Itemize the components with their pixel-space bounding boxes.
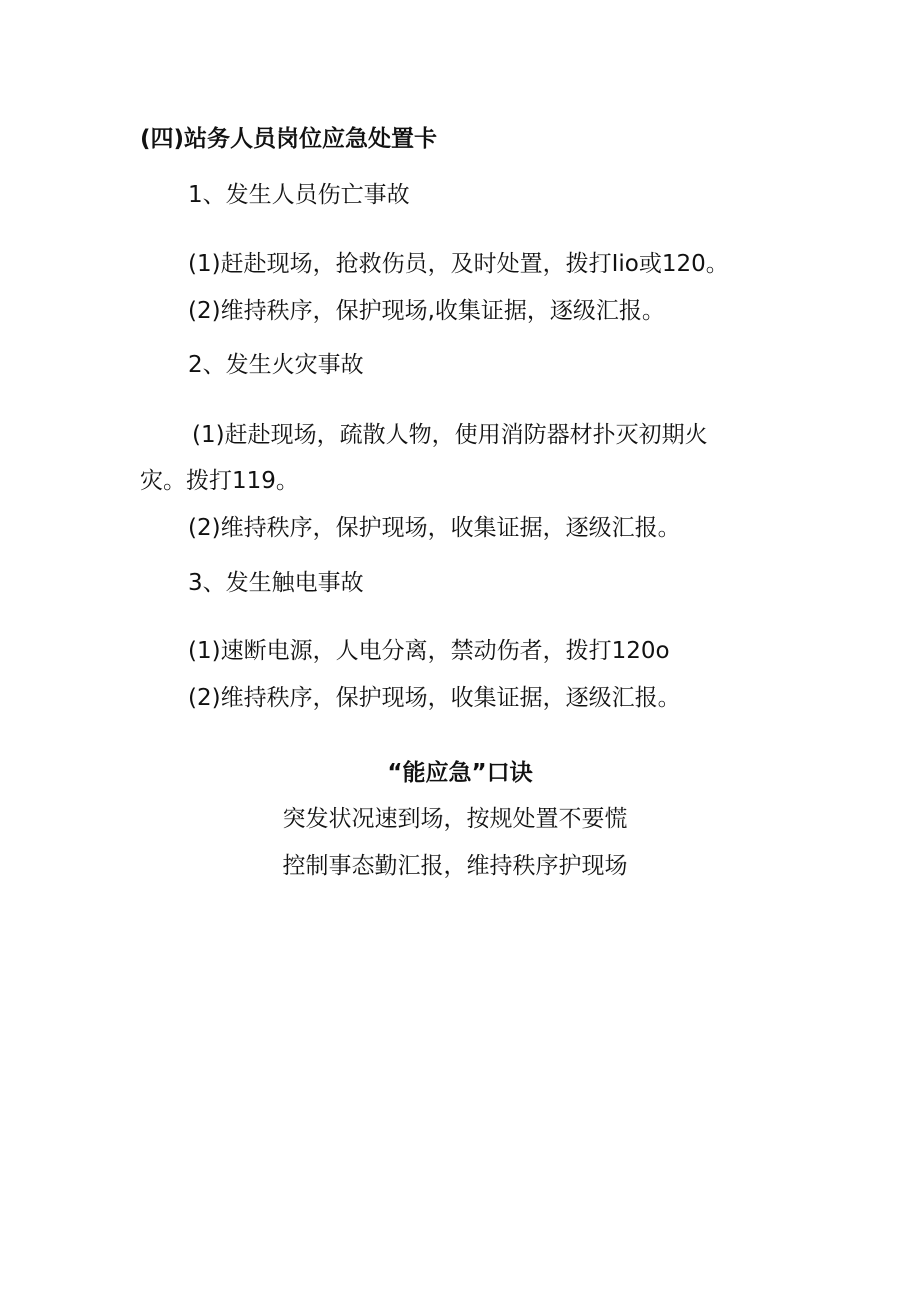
motto-title: “能应急”口诀	[387, 760, 533, 786]
section-title: 2、发生火灾事故	[188, 352, 364, 378]
section-step: (1)赶赴现场，抢救伤员，及时处置，拨打Iio或120。	[188, 251, 729, 277]
section-step: (2)维持秩序，保护现场，收集证据，逐级汇报。	[188, 685, 681, 711]
section-step: (2)维持秩序，保护现场,收集证据，逐级汇报。	[188, 298, 665, 324]
section-step: (2)维持秩序，保护现场，收集证据，逐级汇报。	[188, 515, 681, 541]
document-heading: (四)站务人员岗位应急处置卡	[140, 126, 438, 152]
section-title: 1、发生人员伤亡事故	[188, 182, 410, 208]
section-title: 3、发生触电事故	[188, 570, 364, 596]
section-step: (1)速断电源，人电分离，禁动伤者，拨打120o	[188, 638, 670, 664]
section-step: (1)赶赴现场，疏散人物，使用消防器材扑灭初期火	[192, 422, 708, 448]
section-step: 灾。拨打119。	[140, 468, 299, 494]
motto-line: 控制事态勤汇报，维持秩序护现场	[282, 853, 628, 879]
motto-line: 突发状况速到场，按规处置不要慌	[282, 806, 628, 832]
